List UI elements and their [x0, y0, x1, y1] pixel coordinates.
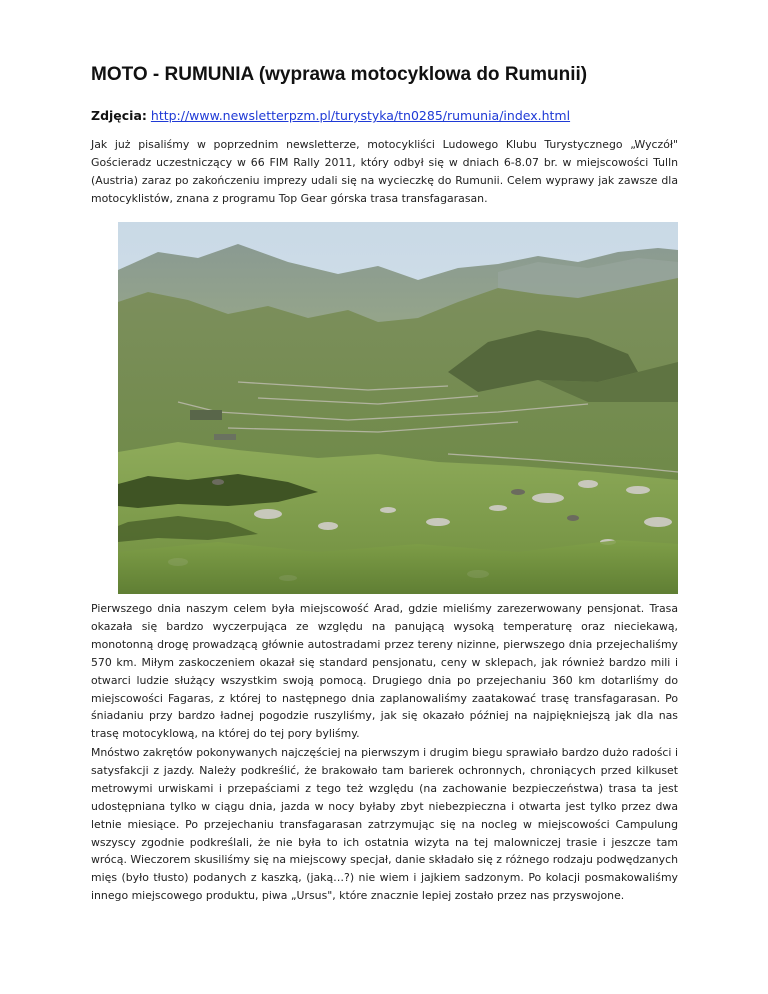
- mountain-road-photo: [118, 222, 678, 594]
- mountain-landscape-image: [118, 222, 678, 594]
- paragraph-day-one: Pierwszego dnia naszym celem była miejscowość Arad, gdzie mieliśmy zarezerwowany pensjonat. Trasa okazała się bardzo wyczerpująca ze względu na panującą wysoką temperaturę oraz nieciekawą, monotonną drogę prowadzącą głównie autostradami przez tereny nizinne, pierwszego dnia przejechaliśmy 570 km. Miłym zaskoczeniem okazał się standard pensjonatu, ceny w sklepach, jak również bardzo mili i otwarci ludzie służący wszystkim swoją pomocą. Drugiego dnia po przejechaniu 360 km dotarliśmy do miejscowości Fagaras, z której to następnego dnia zaplanowaliśmy zaatakować trasę transfagarasan. Po śniadaniu przy bardzo ładnej pogodzie ruszyliśmy, jak się okazało później na najpiękniejszą jak dla nas trasę motocyklową, na której do tej pory byliśmy.: [91, 602, 678, 741]
- photos-label: Zdjęcia:: [91, 108, 147, 123]
- paragraph-transfagarasan: Mnóstwo zakrętów pokonywanych najczęściej na pierwszym i drugim biegu sprawiało bardzo dużo radości i satysfakcji z jazdy. Należy podkreślić, że brakowało tam barierek ochronnych, chroniących przed kilkuset metrowymi urwiskami i przepaściami z tego też względu (na zachowanie bezpieczeństwa) trasa ta jest udostępniana tylko w ciągu dnia, jazda w nocy byłaby zbyt niebezpieczna i otwarta jest tylko przez dwa letnie miesiące. Po przejechaniu transfagarasan zatrzymując się na nocleg w miejscowości Campulung wszyscy zgodnie podkreślali, że nie była to ich ostatnia wizyta na tej malowniczej trasie i jeszcze tam wrócą. Wieczorem skusiliśmy się na miejscowy specjał, danie składało się z różnego rodzaju podwędzanych mięs (było tłusto) podanych z kaszką, (jaką…?) nie wiem i jajkiem sadzonym. Po kolacji posmakowaliśmy innego miejscowego produktu, piwa „Ursus", które znacznie lepiej zostało przez nas przyswojone.: [91, 746, 678, 903]
- photos-line: [91, 108, 691, 123]
- document-title: MOTO - RUMUNIA (wyprawa motocyklowa do Rumunii): [91, 64, 588, 85]
- photos-link[interactable]: http://www.newsletterpzm.pl/turystyka/tn0285/rumunia/index.html: [150, 108, 571, 123]
- paragraph-intro: Jak już pisaliśmy w poprzednim newsletterze, motocykliści Ludowego Klubu Turystycznego „Wyczół" Gościeradz uczestniczący w 66 FIM Rally 2011, który odbył się w dniach 6-8.07 br. w miejscowości Tulln (Austria) zaraz po zakończeniu imprezy udali się na wycieczkę do Rumunii. Celem wyprawy jak zawsze dla motocyklistów, znana z programu Top Gear górska trasa transfagarasan.: [91, 138, 678, 205]
